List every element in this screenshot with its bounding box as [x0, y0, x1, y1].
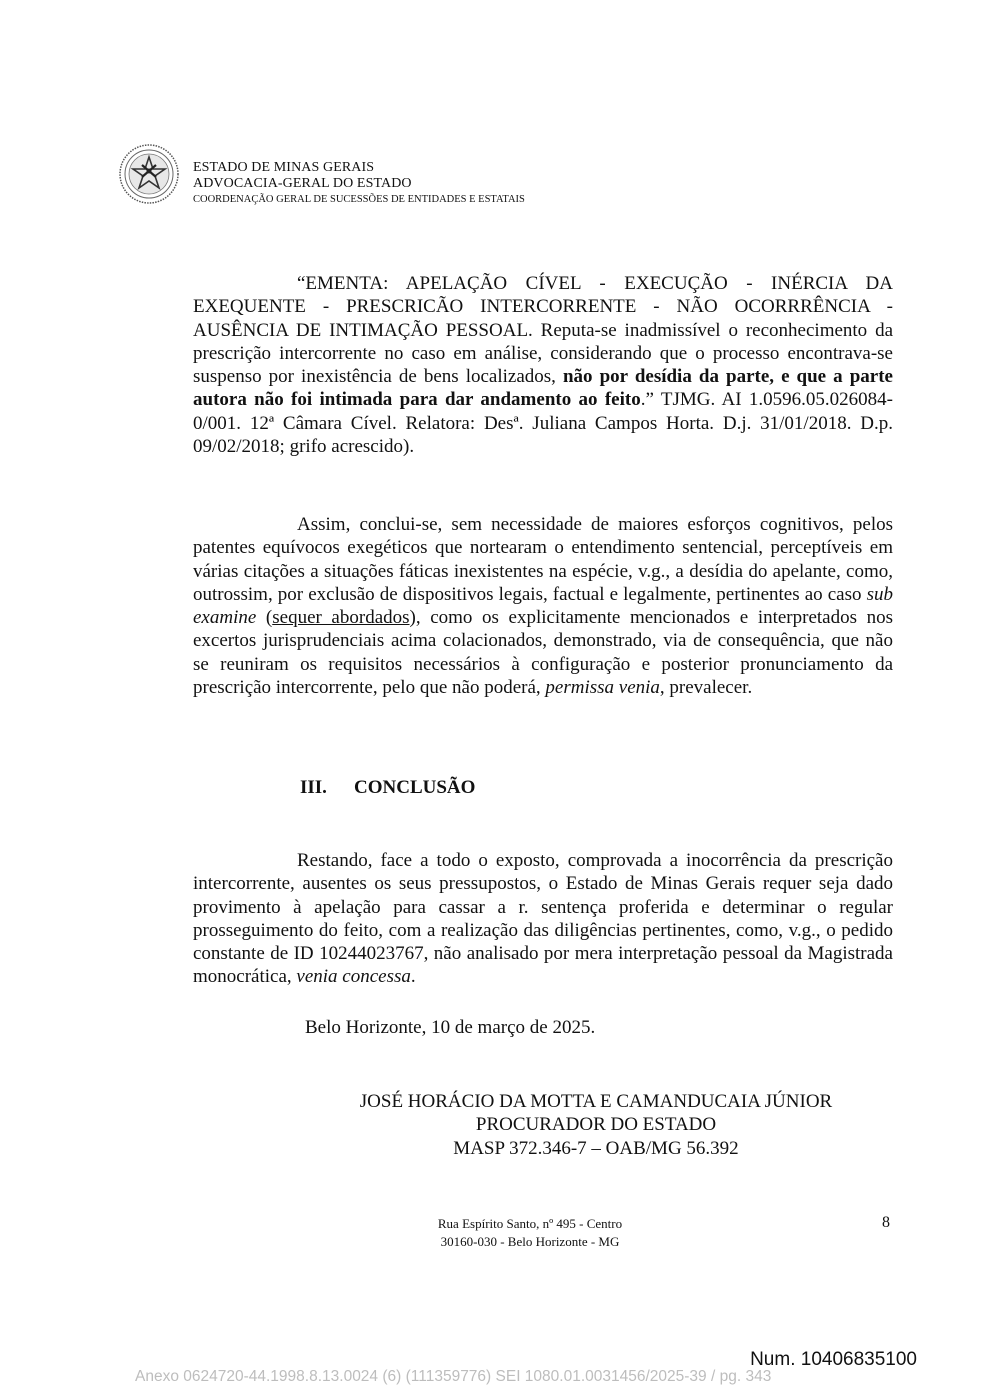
letterhead: [193, 160, 525, 208]
section-title: CONCLUSÃO: [354, 777, 476, 798]
conclusion-text-1: Restando, face a todo o exposto, comprovada a inocorrência da prescrição intercorrente, ausentes os seus pressupostos, o Estado de Minas Gerais requer seja dado provimento à apelação para cassar a r. sentença proferida e determinar o regular prosseguimento do feito, com a realização das diligências pertinentes, como, v.g., o pedido constante de ID 10244023767, não analisado por mera interpretação pessoal da Magistrada monocrática,: [193, 850, 893, 988]
conclusion-paragraph: [193, 849, 893, 989]
arg-italic-sub-examine: sub examine: [193, 583, 893, 629]
header-agency: ADVOCACIA-GERAL DO ESTADO: [193, 176, 412, 191]
argument-paragraph: [193, 513, 893, 699]
conclusion-italic: venia concessa: [296, 966, 411, 988]
quote-bold-emphasis: não por desídia da parte, e que a parte autora não foi intimada para dar andamento ao feito: [193, 366, 893, 411]
quote-text-1: “EMENTA: APELAÇÃO CÍVEL - EXECUÇÃO - INÉRCIA DA EXEQUENTE - PRESCRICÃO INTERCORRENTE - NÃO OCORRRÊNCIA - AUSÊNCIA DE INTIMAÇÃO PESSOAL. Reputa-se inadmissível o reconhecimento da prescrição intercorrente no caso em análise, considerando que o processo encontrava-se suspenso por inexistência de bens localizados,: [193, 273, 893, 388]
signer-name: JOSÉ HORÁCIO DA MOTTA E CAMANDUCAIA JÚNIOR: [359, 1091, 833, 1112]
quoted-ementa-paragraph: [193, 272, 893, 458]
page-number: 8: [882, 1214, 890, 1231]
conclusion-text-2: .: [410, 966, 416, 988]
date-line: Belo Horizonte, 10 de março de 2025.: [305, 1017, 596, 1038]
section-heading: [300, 777, 475, 799]
signature-block: [296, 1090, 896, 1160]
header-state: ESTADO DE MINAS GERAIS: [193, 160, 375, 175]
signer-id: MASP 372.346-7 – OAB/MG 56.392: [453, 1137, 739, 1159]
signer-role: PROCURADOR DO ESTADO: [475, 1114, 717, 1136]
arg-text-1: Assim, conclui-se, sem necessidade de maiores esforços cognitivos, pelos patentes equívocos exegéticos que nortearam o entendimento sentencial, perceptíveis em várias citações a situações fáticas inexistentes na espécie, v.g., a desídia do apelante, como, outrossim, por exclusão de dispositivos legais, factual e legalmente, pertinentes ao caso: [193, 514, 893, 605]
arg-underlined-text: sequer abordados: [272, 607, 410, 629]
footer-address: [380, 1215, 680, 1251]
address-line-2: 30160-030 - Belo Horizonte - MG: [440, 1234, 620, 1249]
section-number: III.: [300, 777, 327, 798]
annex-stamp: Anexo 0624720-44.1998.8.13.0024 (6) (111359776) SEI 1080.01.0031456/2025-39 / pg. 343: [135, 1368, 772, 1385]
arg-text-4: , prevalecer.: [659, 677, 753, 699]
arg-text-2: (: [256, 607, 273, 629]
arg-text-3: ), como os explicitamente mencionados e interpretados nos excertos jurisprudenciais acima colacionados, demonstrado, via de consequência, que não se reuniram os requisitos necessários à configuração e posterior pronunciamento da prescrição intercorrente, pelo que não poderá,: [193, 607, 893, 699]
quote-text-2: .” TJMG. AI 1.0596.05.026084-0/001. 12ª Câmara Cível. Relatora: Desª. Juliana Campos Horta. D.j. 31/01/2018. D.p. 09/02/2018; grifo acrescido).: [193, 389, 893, 458]
address-line-1: Rua Espírito Santo, nº 495 - Centro: [437, 1216, 623, 1231]
document-number-stamp: Num. 10406835100: [750, 1349, 917, 1370]
arg-italic-permissa-venia: permissa venia: [545, 677, 660, 699]
header-department: COORDENAÇÃO GERAL DE SUCESSÕES DE ENTIDADES E ESTATAIS: [193, 194, 525, 205]
state-seal-icon: [118, 143, 180, 205]
